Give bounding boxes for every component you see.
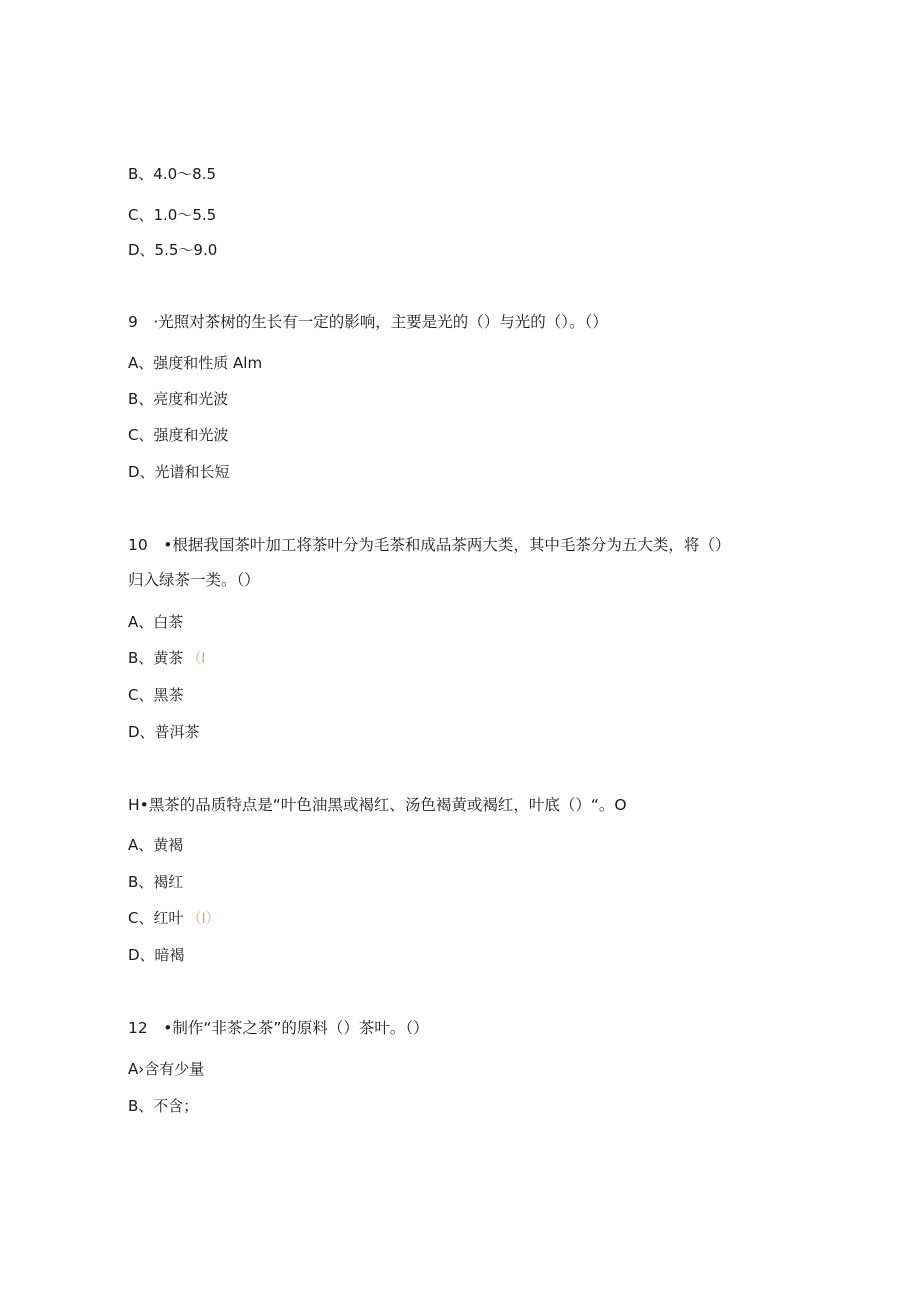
q9-option-a: A、强度和性质 Alm	[128, 354, 263, 372]
q12-option-b: B、不含；	[128, 1097, 199, 1115]
q11-answer-mark: （I）	[187, 911, 220, 927]
q11-option-a: A、黄褐	[128, 836, 184, 854]
q10-option-d: D、普洱茶	[128, 723, 200, 741]
q8-option-d: D、5.5～9.0	[128, 241, 218, 259]
q11-option-c-row	[128, 908, 220, 929]
q12-option-a: A›含有少量	[128, 1060, 205, 1078]
q11-stem: H•黑茶的品质特点是“叶色油黑或褐红、汤色褐黄或褐红，叶底（）“。O	[128, 796, 627, 814]
q10-option-b: B、黄茶	[128, 649, 184, 667]
q10-option-c: C、黑茶	[128, 686, 184, 704]
q8-option-c: C、1.0～5.5	[128, 206, 217, 224]
q9-option-d: D、光谱和长短	[128, 463, 230, 481]
q10-answer-mark: （I	[187, 651, 206, 667]
q11-option-b: B、褐红	[128, 873, 184, 891]
q10-stem-line2: 归入绿茶一类。（）	[128, 571, 260, 589]
q10-option-a: A、白茶	[128, 613, 184, 631]
q9-stem: 9 ·光照对茶树的生长有一定的影响，主要是光的（）与光的（）。（）	[128, 313, 608, 331]
q9-option-b: B、亮度和光波	[128, 390, 229, 408]
q8-option-b: B、4.0～8.5	[128, 165, 217, 183]
q10-option-b-row	[128, 648, 205, 669]
q12-stem: 12 •制作“非茶之茶”的原料（）茶叶。（）	[128, 1019, 429, 1037]
q9-option-c: C、强度和光波	[128, 426, 229, 444]
q11-option-d: D、暗褐	[128, 946, 185, 964]
q11-option-c: C、红叶	[128, 909, 184, 927]
q10-stem-line1: 10 •根据我国茶叶加工将茶叶分为毛茶和成品茶两大类，其中毛茶分为五大类，将（）	[128, 536, 731, 554]
